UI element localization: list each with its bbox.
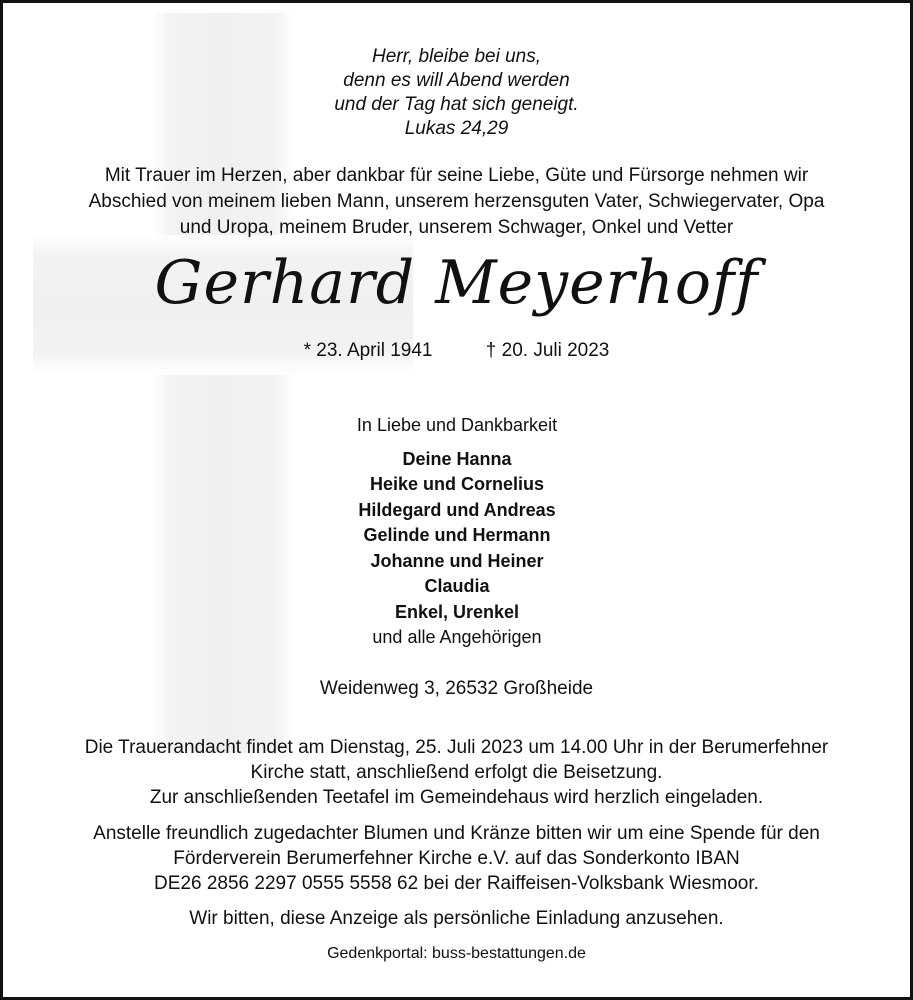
mourner-name: Hildegard und Andreas <box>358 499 556 520</box>
notice-content <box>3 3 910 997</box>
birth-date: * 23. April 1941 <box>303 340 433 361</box>
bible-verse <box>3 45 910 141</box>
donation-line: DE26 2856 2297 0555 5558 62 bei der Raiffeisen-Volksbank Wiesmoor. <box>154 873 759 894</box>
verse-line: und der Tag hat sich geneigt. <box>334 94 579 115</box>
death-date: † 20. Juli 2023 <box>485 340 610 361</box>
memorial-portal-link[interactable]: Gedenkportal: buss-bestattungen.de <box>327 945 586 962</box>
mourner-name: Gelinde und Hermann <box>363 525 551 545</box>
intro-line: und Uropa, meinem Bruder, unserem Schwager, Onkel und Vetter <box>179 217 734 238</box>
verse-reference: Lukas 24,29 <box>404 118 509 139</box>
mourner-name: Heike und Cornelius <box>369 474 545 494</box>
service-info <box>3 735 910 810</box>
intro-text <box>3 163 910 241</box>
family-address: Weidenweg 3, 26532 Großheide <box>319 678 594 699</box>
life-dates <box>3 338 910 364</box>
donation-line: Anstelle freundlich zugedachter Blumen und Kränze bitten wir um eine Spende für den <box>93 823 820 844</box>
donation-info <box>3 821 910 896</box>
intro-line: Abschied von meinem lieben Mann, unserem herzensguten Vater, Schwiegervater, Opa <box>88 191 825 212</box>
verse-line: Herr, bleibe bei uns, <box>372 46 541 67</box>
service-line: Kirche statt, anschließend erfolgt die Beisetzung. <box>250 762 663 783</box>
deceased-name: Gerhard Meyerhoff <box>154 248 759 318</box>
mourner-name: Claudia <box>424 576 490 596</box>
intro-line: Mit Trauer im Herzen, aber dankbar für seine Liebe, Güte und Fürsorge nehmen wir <box>104 165 809 186</box>
service-line: Die Trauerandacht findet am Dienstag, 25. Juli 2023 um 14.00 Uhr in der Berumerfehner <box>84 737 829 758</box>
mourners-closing: und alle Angehörigen <box>372 627 542 647</box>
donation-line: Förderverein Berumerfehner Kirche e.V. auf das Sonderkonto IBAN <box>173 848 740 869</box>
mourner-name: Deine Hanna <box>402 448 512 469</box>
verse-line: denn es will Abend werden <box>343 70 570 91</box>
mourner-name: Enkel, Urenkel <box>394 601 520 622</box>
invitation-note: Wir bitten, diese Anzeige als persönliche Einladung anzusehen. <box>189 908 724 929</box>
mourners-lead: In Liebe und Dankbarkeit <box>356 415 558 435</box>
mourner-name: Johanne und Heiner <box>370 550 544 571</box>
mourners-list <box>357 413 557 651</box>
service-line: Zur anschließenden Teetafel im Gemeindehaus wird herzlich eingeladen. <box>149 787 764 808</box>
